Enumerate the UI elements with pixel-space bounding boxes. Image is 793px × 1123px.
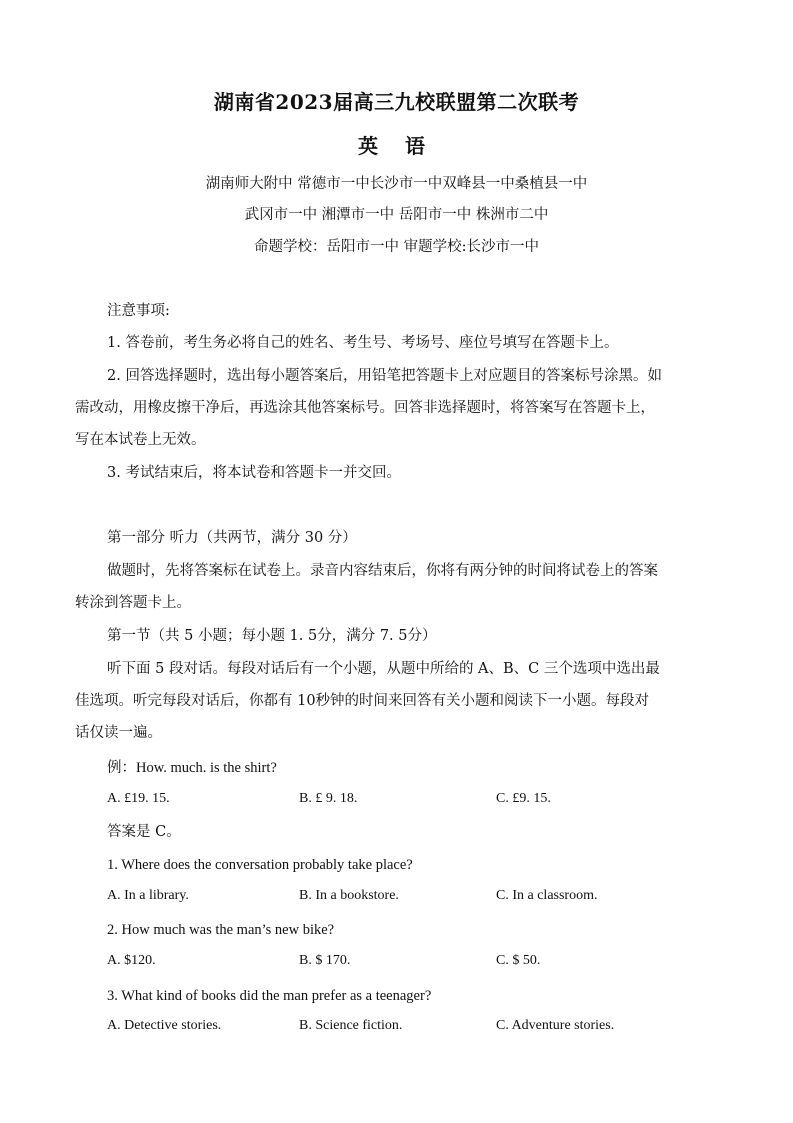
part1-heading: 第一部分 听力（共两节，满分 30 分）: [107, 530, 357, 546]
question-3-option-b: B. Science fiction.: [299, 1018, 403, 1033]
question-1: 1. Where does the conversation probably take place?: [107, 857, 413, 873]
example-option-b: B. £ 9. 18.: [299, 791, 358, 806]
schools-line-2: 武冈市一中 湘潭市一中 岳阳市一中 株洲市二中: [244, 207, 549, 223]
question-2-option-b: B. $ 170.: [299, 953, 351, 968]
question-1-option-b: B. In a bookstore.: [299, 888, 399, 903]
notice-item-2-line-2: 需改动，用橡皮擦干净后，再选涂其他答案标号。回答非选择题时，将答案写在答题卡上，: [75, 400, 655, 416]
section1-instructions-line-2: 佳选项。听完每段对话后，你都有 10秒钟的时间来回答有关小题和阅读下一小题。每段对: [75, 693, 650, 709]
question-1-option-c: C. In a classroom.: [496, 888, 598, 903]
question-3-option-a: A. Detective stories.: [107, 1018, 222, 1033]
notice-item-2-line-1: 2. 回答选择题时，选出每小题答案后，用铅笔把答题卡上对应题目的答案标号涂黑。如: [107, 368, 662, 384]
notice-item-2-line-3: 写在本试卷上无效。: [75, 432, 206, 448]
schools-line-1: 湖南师大附中 常德市一中长沙市一中双峰县一中桑植县一中: [205, 176, 588, 192]
question-2-option-a: A. $120.: [107, 953, 156, 968]
section1-instructions-line-1: 听下面 5 段对话。每段对话后有一个小题，从题中所给的 A、B、C 三个选项中选出最: [107, 661, 660, 677]
example-option-c: C. £9. 15.: [496, 791, 551, 806]
part1-intro-line-1: 做题时，先将答案标在试卷上。录音内容结束后，你将有两分钟的时间将试卷上的答案: [107, 563, 658, 579]
question-3: 3. What kind of books did the man prefer as a teenager?: [107, 988, 432, 1004]
question-1-option-a: A. In a library.: [107, 888, 189, 903]
section1-heading: 第一节（共 5 小题；每小题 1. 5分，满分 7. 5分）: [107, 628, 437, 644]
notice-item-3: 3. 考试结束后，将本试卷和答题卡一并交回。: [107, 465, 401, 481]
question-3-option-c: C. Adventure stories.: [496, 1018, 615, 1033]
section1-instructions-line-3: 话仅读一遍。: [75, 725, 162, 741]
example-option-a: A. £19. 15.: [107, 791, 170, 806]
notice-heading: 注意事项:: [107, 303, 170, 319]
example-answer: 答案是 C。: [107, 824, 181, 840]
subject-title: 英 语: [358, 134, 435, 158]
part1-intro-line-2: 转涂到答题卡上。: [75, 595, 191, 611]
question-2: 2. How much was the man’s new bike?: [107, 922, 335, 938]
exam-title: 湖南省2023届高三九校联盟第二次联考: [213, 90, 580, 114]
question-2-option-c: C. $ 50.: [496, 953, 541, 968]
example-question: 例：How. much. is the shirt?: [107, 760, 277, 776]
setting-schools: 命题学校：岳阳市一中 审题学校:长沙市一中: [254, 239, 539, 255]
notice-item-1: 1. 答卷前，考生务必将自己的姓名、考生号、考场号、座位号填写在答题卡上。: [107, 335, 619, 351]
